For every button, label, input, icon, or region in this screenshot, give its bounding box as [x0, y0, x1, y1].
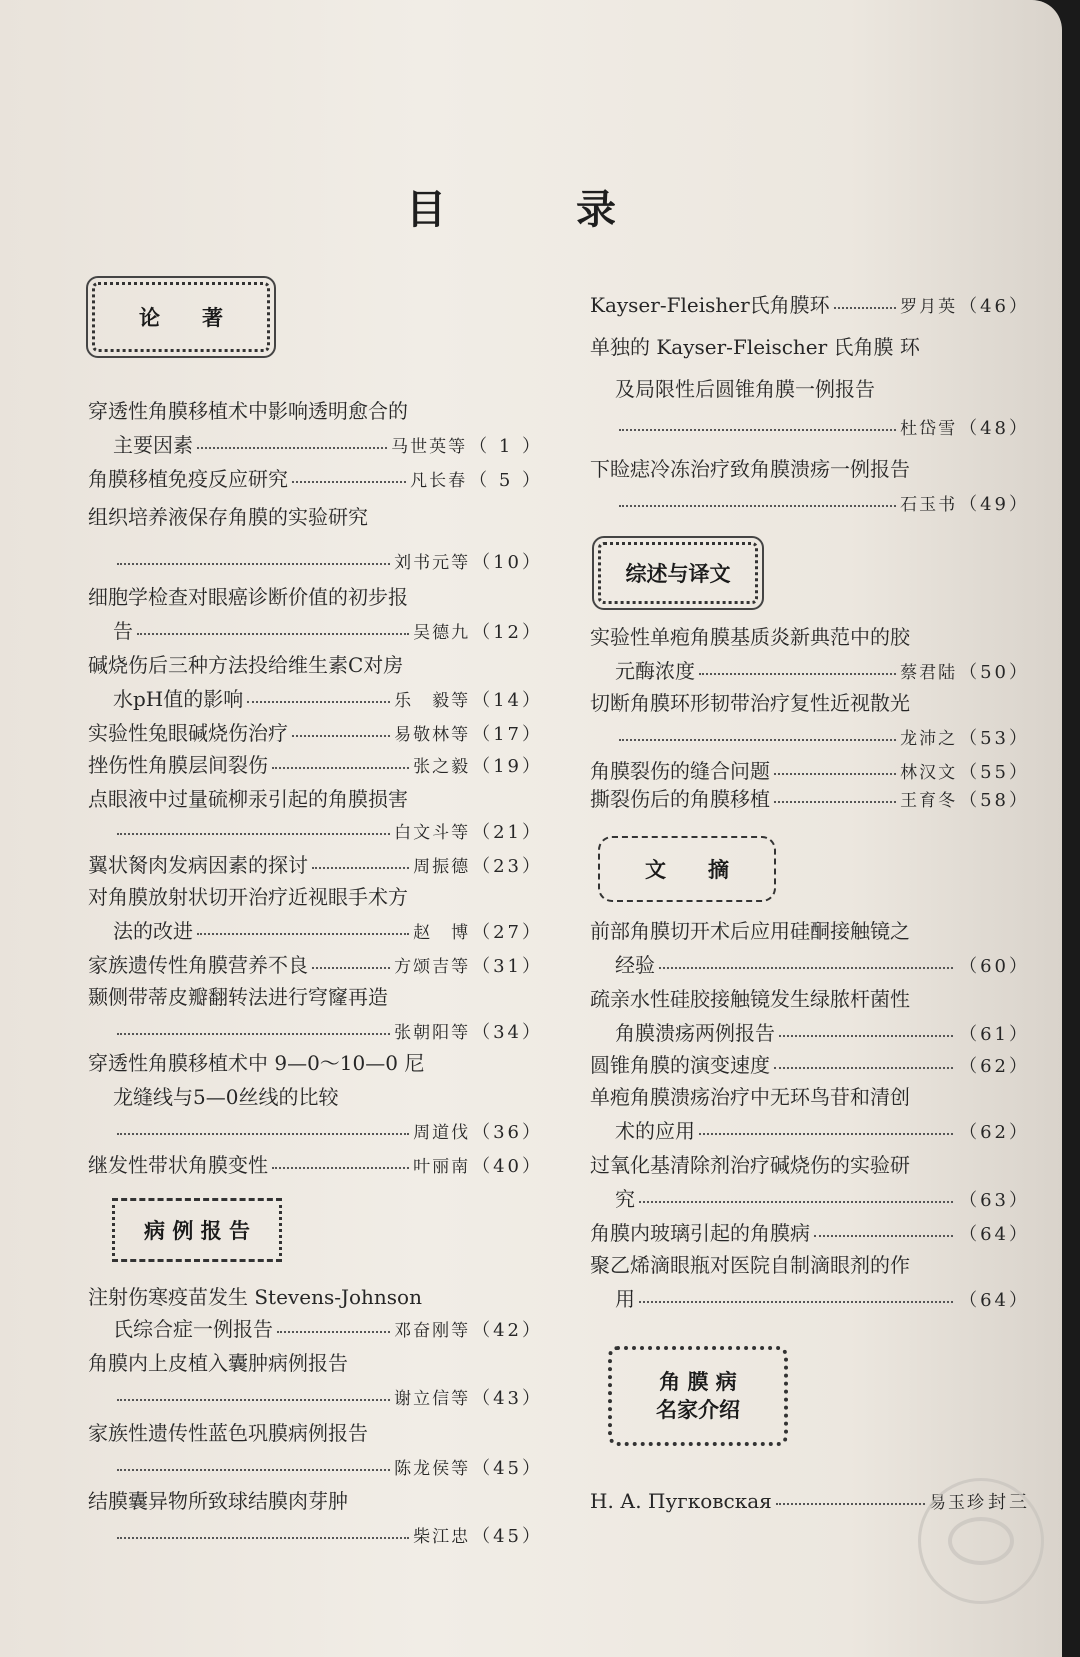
- entry-title: 圆锥角膜的演变速度: [590, 1053, 770, 1077]
- leader-dots: [117, 1522, 409, 1539]
- entry-title: 主要因素: [113, 433, 193, 457]
- entry-author: 杜岱雪: [900, 419, 958, 439]
- entry-author: 乐 毅等: [394, 691, 471, 711]
- entry-title: 术的应用: [615, 1119, 695, 1143]
- leader-dots: [774, 758, 896, 775]
- entry-author: 柴江忠: [413, 1527, 471, 1547]
- toc-entry: [615, 724, 1030, 752]
- toc-entry: [615, 1020, 1030, 1048]
- leader-dots: [272, 1152, 409, 1169]
- section-mingjia-line2: 名家介绍: [656, 1397, 740, 1422]
- entry-author: 周道伐: [413, 1123, 471, 1143]
- toc-line: 切断角膜环形韧带治疗复性近视散光: [590, 691, 910, 715]
- entry-author: 吴德九: [413, 623, 471, 643]
- entry-title: Kayser-Fleisher氏角膜环: [590, 293, 830, 317]
- entry-title: 氏综合症一例报告: [113, 1317, 273, 1341]
- leader-dots: [292, 466, 406, 483]
- toc-line: 龙缝线与5—0丝线的比较: [113, 1085, 339, 1109]
- entry-page: （31）: [472, 956, 543, 977]
- entry-page: （45）: [472, 1458, 543, 1479]
- toc-entry: [88, 852, 543, 880]
- entry-author: 叶丽南: [413, 1157, 471, 1177]
- toc-line: 穿透性角膜移植术中 9—0～10—0 尼: [88, 1051, 425, 1075]
- entry-author: 谢立信等: [394, 1389, 471, 1409]
- entry-title: 角膜裂伤的缝合问题: [590, 759, 770, 783]
- entry-page: （ 1 ）: [469, 436, 543, 457]
- entry-author: 白文斗等: [394, 823, 471, 843]
- toc-entry: [590, 758, 1030, 786]
- entry-author: 易敬林等: [394, 725, 471, 745]
- toc-entry: [590, 786, 1030, 814]
- entry-author: 罗月英: [900, 297, 958, 317]
- toc-entry: [615, 1118, 1030, 1146]
- entry-page: （42）: [472, 1320, 543, 1341]
- entry-title: 水pH值的影响: [113, 687, 244, 711]
- toc-entry: [590, 1220, 1030, 1248]
- leader-dots: [312, 852, 409, 869]
- entry-author: 王育冬: [900, 791, 958, 811]
- leader-dots: [197, 432, 387, 449]
- entry-author: 赵 博: [413, 923, 471, 943]
- entry-page: （19）: [472, 756, 543, 777]
- toc-entry: [113, 1316, 543, 1344]
- toc-line: 穿透性角膜移植术中影响透明愈合的: [88, 399, 408, 423]
- entry-page: （21）: [472, 822, 543, 843]
- leader-dots: [117, 1454, 390, 1471]
- entry-title: 挫伤性角膜层间裂伤: [88, 753, 268, 777]
- leader-dots: [117, 1118, 409, 1135]
- leader-dots: [117, 1018, 390, 1035]
- toc-entry: [113, 1018, 543, 1046]
- entry-page: （45）: [472, 1526, 543, 1547]
- leader-dots: [137, 618, 409, 635]
- entry-page: （60）: [959, 956, 1030, 977]
- entry-page: （49）: [959, 494, 1030, 515]
- toc-entry: [590, 292, 1030, 320]
- entry-page: （34）: [472, 1022, 543, 1043]
- toc-entry: [615, 414, 1030, 442]
- leader-dots: [699, 658, 896, 675]
- toc-entry: [113, 818, 543, 846]
- entry-author: 龙沛之: [900, 729, 958, 749]
- entry-page: （ 5 ）: [469, 470, 543, 491]
- leader-dots: [619, 490, 896, 507]
- toc-line: 实验性单疱角膜基质炎新典范中的胶: [590, 625, 910, 649]
- leader-dots: [774, 1052, 953, 1069]
- entry-page: （64）: [959, 1290, 1030, 1311]
- entry-page: （23）: [472, 856, 543, 877]
- toc-entry: [113, 1384, 543, 1412]
- leader-dots: [197, 918, 409, 935]
- toc-line: 家族性遗传性蓝色巩膜病例报告: [88, 1421, 368, 1445]
- entry-page: （14）: [472, 690, 543, 711]
- leader-dots: [277, 1316, 390, 1333]
- entry-author: 周振德: [413, 857, 471, 877]
- leader-dots: [834, 292, 896, 309]
- leader-dots: [639, 1186, 953, 1203]
- toc-entry: [113, 686, 543, 714]
- toc-entry: [88, 952, 543, 980]
- toc-line: 组织培养液保存角膜的实验研究: [88, 505, 368, 529]
- entry-title: 究: [615, 1187, 635, 1211]
- entry-author: 刘书元等: [394, 553, 471, 573]
- toc-entry: [590, 1052, 1030, 1080]
- entry-page: （40）: [472, 1156, 543, 1177]
- entry-page: （48）: [959, 418, 1030, 439]
- toc-entry: [615, 490, 1030, 518]
- toc-line: 疏亲水性硅胶接触镜发生绿脓杆菌性: [590, 987, 910, 1011]
- entry-title: 法的改进: [113, 919, 193, 943]
- toc-line: 对角膜放射状切开治疗近视眼手术方: [88, 885, 408, 909]
- toc-entry: [88, 752, 543, 780]
- entry-author: 陈龙侯等: [394, 1459, 471, 1479]
- toc-line: 点眼液中过量硫柳汞引起的角膜损害: [88, 787, 408, 811]
- page-title: 目 录: [406, 186, 674, 233]
- section-mingjia-line1: 角 膜 病: [659, 1369, 737, 1394]
- toc-entry: [113, 618, 543, 646]
- entry-page: （53）: [959, 728, 1030, 749]
- entry-title: 家族遗传性角膜营养不良: [88, 953, 308, 977]
- entry-author: 易玉珍: [929, 1493, 986, 1513]
- entry-page: （61）: [959, 1024, 1030, 1045]
- leader-dots: [699, 1118, 953, 1135]
- museum-watermark: [918, 1478, 1044, 1604]
- entry-page: 封三: [988, 1492, 1030, 1513]
- toc-line: 过氧化基清除剂治疗碱烧伤的实验研: [590, 1153, 910, 1177]
- leader-dots: [247, 686, 390, 703]
- toc-entry: [113, 432, 543, 460]
- toc-line: 结膜囊异物所致球结膜肉芽肿: [88, 1489, 348, 1513]
- toc-entry: [615, 952, 1030, 980]
- entry-author: 张之毅: [413, 757, 471, 777]
- section-bingli: 病 例 报 告: [112, 1198, 282, 1262]
- entry-author: 蔡君陆: [900, 663, 958, 683]
- leader-dots: [312, 952, 390, 969]
- entry-page: （43）: [472, 1388, 543, 1409]
- toc-entry: [113, 1454, 543, 1482]
- entry-page: （36）: [472, 1122, 543, 1143]
- entry-page: （64）: [959, 1224, 1030, 1245]
- leader-dots: [779, 1020, 953, 1037]
- toc-line: 及局限性后圆锥角膜一例报告: [615, 377, 875, 401]
- entry-page: （17）: [472, 724, 543, 745]
- toc-line: 单疱角膜溃疡治疗中无环鸟苷和清创: [590, 1085, 910, 1109]
- entry-title: 角膜溃疡两例报告: [615, 1021, 775, 1045]
- leader-dots: [117, 1384, 390, 1401]
- toc-line: 细胞学检查对眼癌诊断价值的初步报: [88, 585, 408, 609]
- entry-author: 邓奋刚等: [394, 1321, 471, 1341]
- leader-dots: [292, 720, 390, 737]
- entry-author: 凡长春: [410, 471, 468, 491]
- entry-title: 翼状胬肉发病因素的探讨: [88, 853, 308, 877]
- entry-author: 方颂吉等: [394, 957, 471, 977]
- leader-dots: [117, 548, 390, 565]
- entry-title: 继发性带状角膜变性: [88, 1153, 268, 1177]
- entry-page: （12）: [472, 622, 543, 643]
- leader-dots: [774, 786, 896, 803]
- leader-dots: [619, 724, 896, 741]
- toc-line: 角膜内上皮植入囊肿病例报告: [88, 1351, 348, 1375]
- toc-entry: [88, 466, 543, 494]
- entry-page: （50）: [959, 662, 1030, 683]
- toc-entry: [615, 658, 1030, 686]
- entry-page: （58）: [959, 790, 1030, 811]
- entry-title: 角膜移植免疫反应研究: [88, 467, 288, 491]
- toc-entry: [113, 1118, 543, 1146]
- toc-line: 聚乙烯滴眼瓶对医院自制滴眼剂的作: [590, 1253, 910, 1277]
- toc-entry: [88, 720, 543, 748]
- entry-title: 告: [113, 619, 133, 643]
- toc-line: 注射伤寒疫苗发生 Stevens-Johnson: [88, 1285, 422, 1309]
- entry-title: 撕裂伤后的角膜移植: [590, 787, 770, 811]
- entry-author: 石玉书: [900, 495, 958, 515]
- entry-page: （62）: [959, 1056, 1030, 1077]
- leader-dots: [619, 414, 896, 431]
- leader-dots: [659, 952, 953, 969]
- entry-title: 用: [615, 1287, 635, 1311]
- entry-page: （46）: [959, 296, 1030, 317]
- entry-page: （10）: [472, 552, 543, 573]
- leader-dots: [776, 1488, 925, 1505]
- toc-entry: [615, 1286, 1030, 1314]
- entry-author: 马世英等: [391, 437, 468, 457]
- leader-dots: [272, 752, 409, 769]
- leader-dots: [117, 818, 390, 835]
- entry-title: 经验: [615, 953, 655, 977]
- toc-entry: [113, 1522, 543, 1550]
- toc-line: 碱烧伤后三种方法投给维生素C对房: [88, 653, 404, 677]
- toc-line: 前部角膜切开术后应用硅酮接触镜之: [590, 919, 910, 943]
- entry-title: 实验性兔眼碱烧伤治疗: [88, 721, 288, 745]
- entry-title: 角膜内玻璃引起的角膜病: [590, 1221, 810, 1245]
- section-zongshu: 综述与译文: [598, 542, 758, 604]
- toc-entry: [615, 1186, 1030, 1214]
- section-wenzhai: 文 摘: [598, 836, 776, 902]
- leader-dots: [639, 1286, 953, 1303]
- toc-line: 颞侧带蒂皮瓣翻转法进行穹窿再造: [88, 985, 388, 1009]
- section-mingjia: [608, 1346, 788, 1446]
- entry-page: （63）: [959, 1190, 1030, 1211]
- entry-author: 张朝阳等: [394, 1023, 471, 1043]
- toc-entry: [113, 548, 543, 576]
- toc-line: 单独的 Kayser-Fleischer 氏角膜 环: [590, 335, 920, 359]
- eye-logo-icon: [948, 1517, 1014, 1565]
- entry-title: Н. А. Пугковская: [590, 1489, 772, 1513]
- entry-title: 元酶浓度: [615, 659, 695, 683]
- entry-page: （27）: [472, 922, 543, 943]
- toc-entry: [113, 918, 543, 946]
- entry-page: （55）: [959, 762, 1030, 783]
- toc-entry: [88, 1152, 543, 1180]
- toc-line: 下睑痣冷冻治疗致角膜溃疡一例报告: [590, 457, 910, 481]
- entry-page: （62）: [959, 1122, 1030, 1143]
- leader-dots: [814, 1220, 953, 1237]
- section-lunzhu: 论 著: [92, 282, 270, 352]
- entry-author: 林汉文: [900, 763, 958, 783]
